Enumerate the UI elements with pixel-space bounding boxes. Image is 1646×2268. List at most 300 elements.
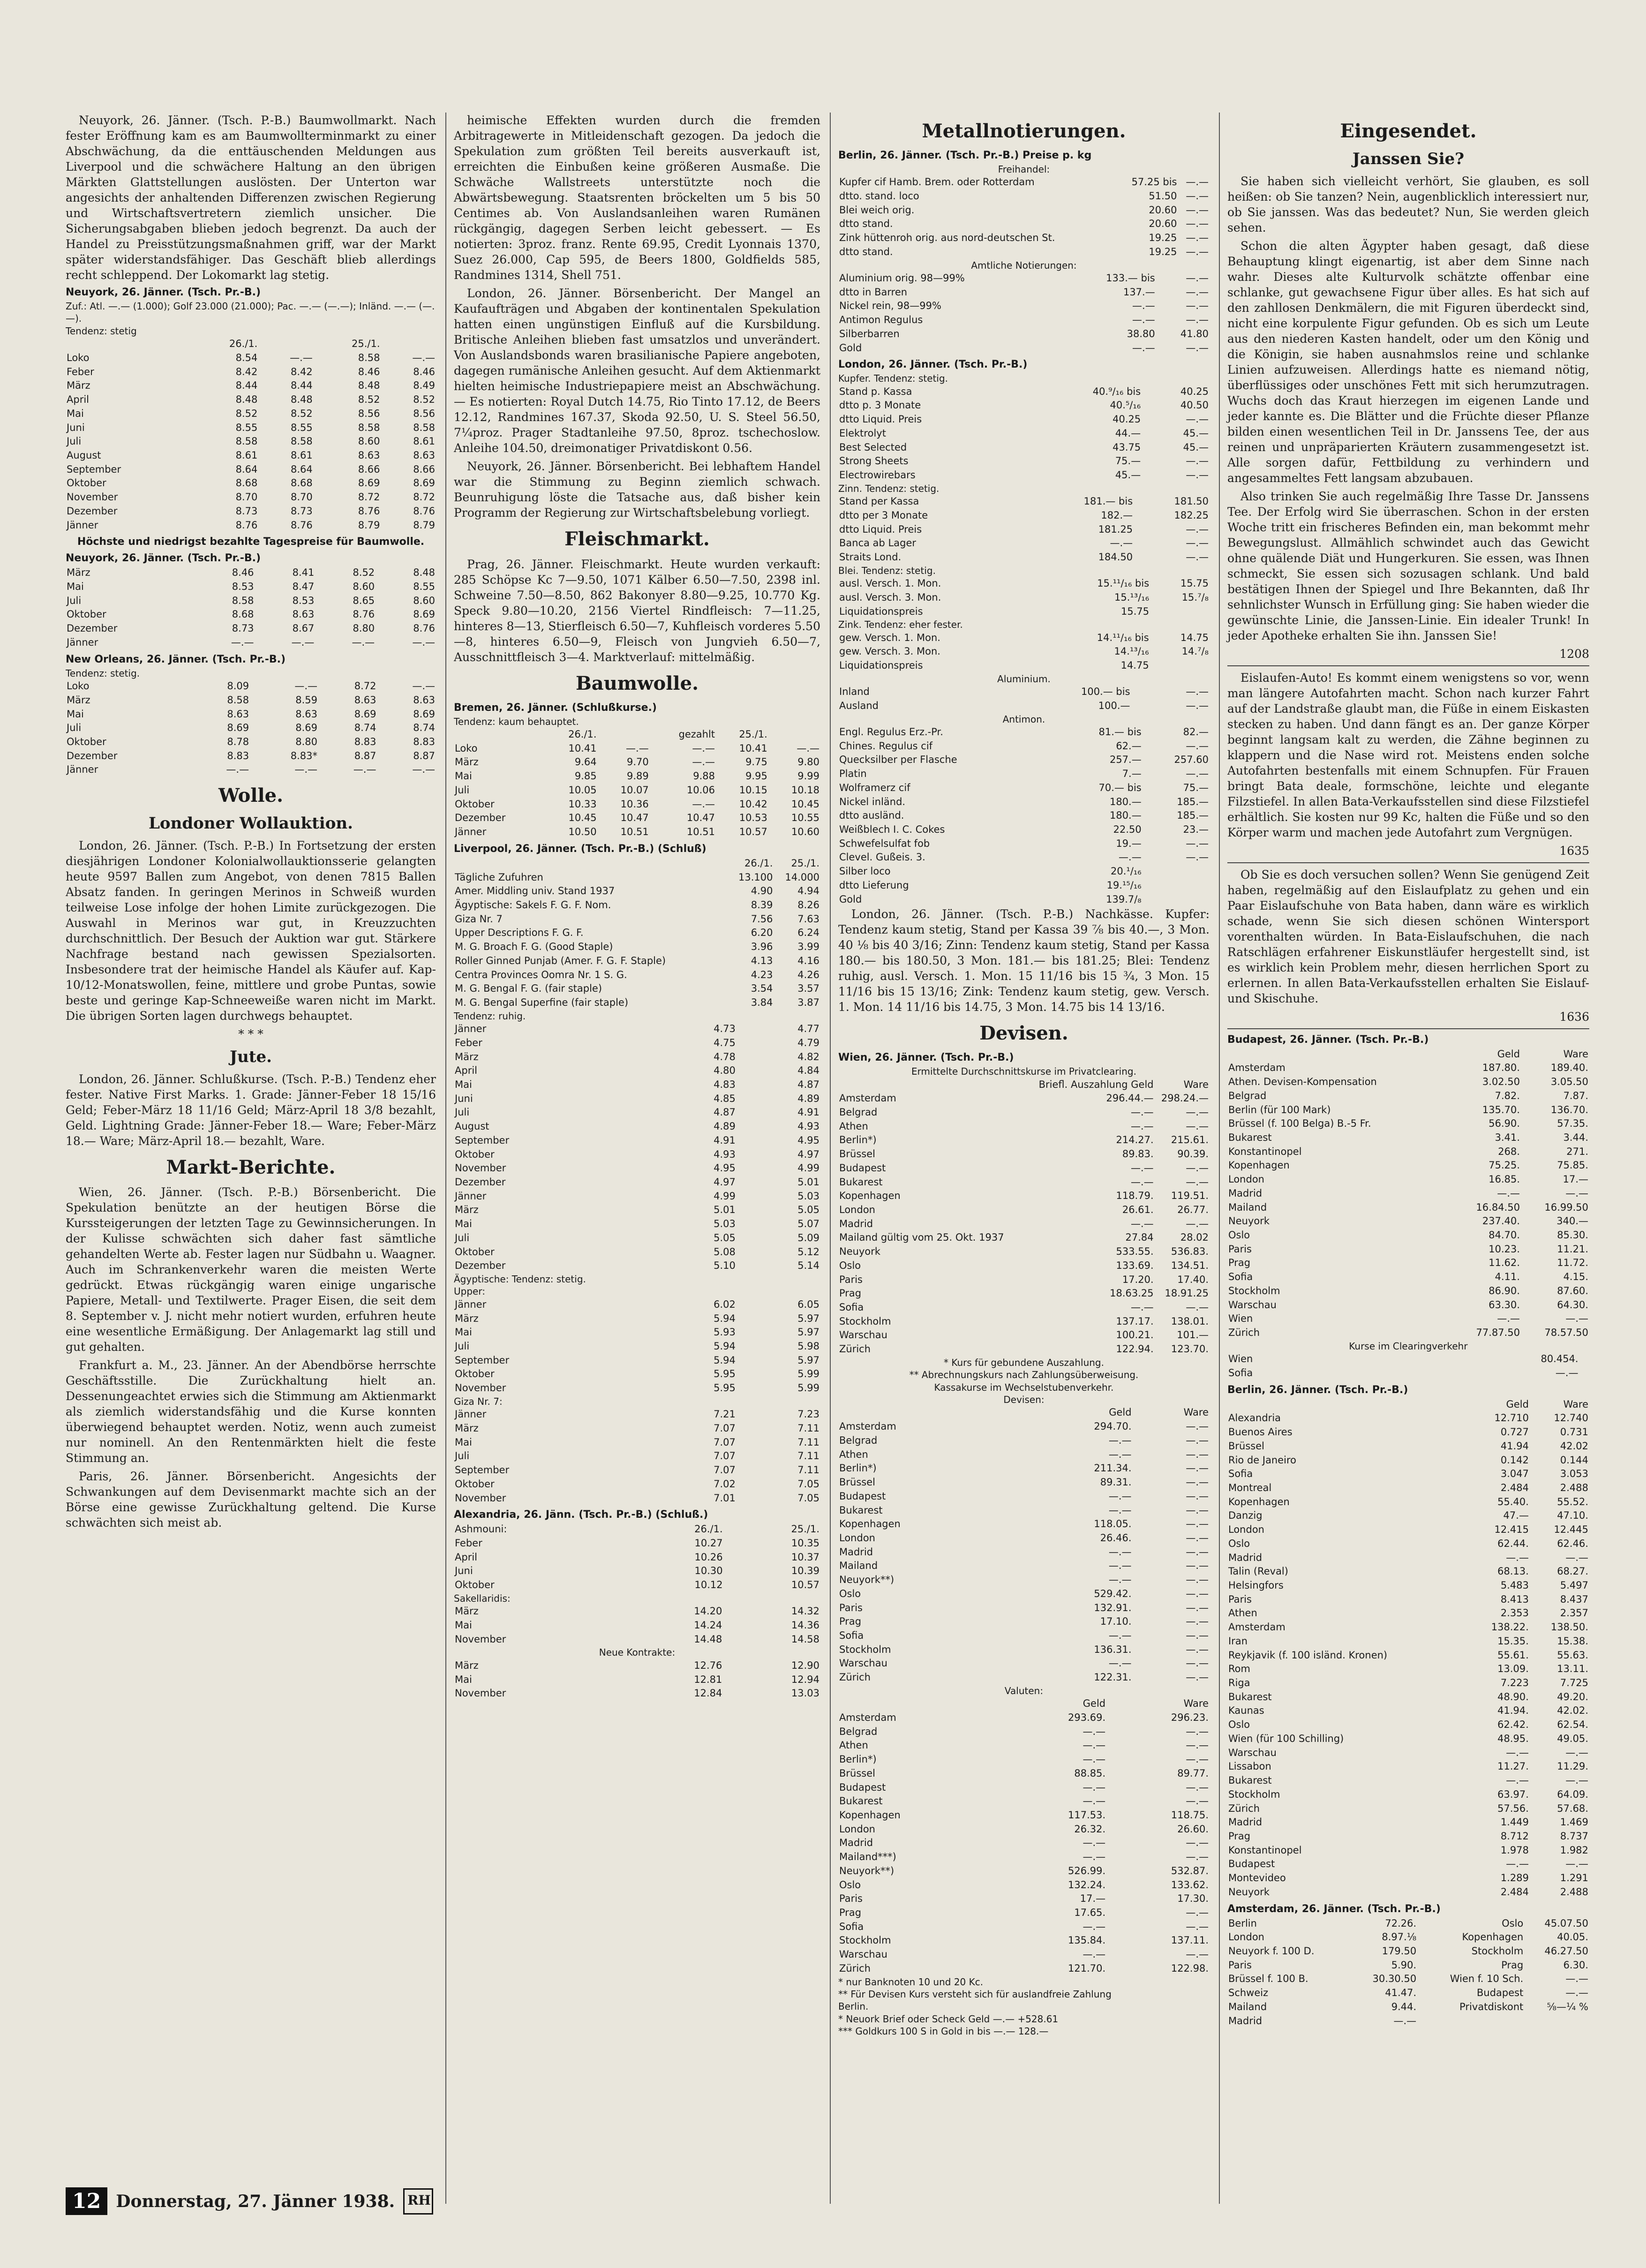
row-label: März (455, 1659, 479, 1671)
row-label: Wien (1228, 1313, 1253, 1325)
cell-value: —.— (1186, 1218, 1209, 1229)
cell-value: 10.12 (694, 1579, 723, 1591)
cell-value: 8.52 (413, 394, 435, 406)
cell-value: 529.42. (1094, 1588, 1132, 1599)
cell-value: Budapest (1477, 1987, 1524, 1999)
cell-value: 9.44. (1391, 2001, 1417, 2012)
table-row (838, 1120, 1210, 1134)
cell-value: 181.— bis (1083, 496, 1133, 507)
row-label: April (455, 1551, 477, 1563)
cell-value (1142, 879, 1210, 893)
table-row (838, 1906, 1210, 1920)
cell-value: 4.93 (797, 1121, 819, 1132)
table-row (454, 1175, 820, 1190)
table-row (1227, 1959, 1589, 1973)
cell-value: 4.15. (1563, 1271, 1588, 1283)
cell-value: 8.58 (227, 694, 249, 706)
table-header-row: Geld Ware (1497, 1048, 1588, 1060)
row-label: Juli (67, 436, 82, 447)
cell-value: 8.58 (235, 436, 258, 447)
cell-value: 0.144 (1560, 1454, 1588, 1466)
cell-value: 5.03 (714, 1218, 736, 1230)
table-row (838, 1934, 1210, 1948)
cell-value: 8.58 (358, 352, 380, 363)
cell-value: 8.74 (354, 722, 376, 734)
cell-value: 48.95. (1497, 1733, 1529, 1744)
cell-value: 4.99 (714, 1190, 736, 1202)
table-row (838, 341, 1210, 355)
cell-value: 1.469 (1560, 1816, 1588, 1828)
table-row (838, 1892, 1210, 1906)
row-label: Paris (839, 1893, 863, 1905)
upper-table (454, 1298, 820, 1395)
cell-value: 77.87.50 (1476, 1327, 1520, 1339)
wolle-title: Wolle. (218, 784, 284, 807)
cell-value: 14.¹¹/₁₆ bis (1097, 632, 1149, 643)
cell-value: 10.45 (791, 798, 819, 810)
cell-value: 8.63 (295, 708, 317, 720)
antimon-table (838, 725, 1210, 906)
row-label: Belgrad (1228, 1090, 1267, 1101)
table-row (66, 393, 436, 407)
cell-value: 44.— (1115, 427, 1141, 439)
cell-value: 135.84. (1067, 1935, 1106, 1946)
cell-value: 40.50 (1180, 399, 1209, 411)
row-label: März (455, 1312, 479, 1324)
cell-value: 8.41 (292, 567, 315, 579)
table-row (838, 1245, 1210, 1259)
cell-value: —.— (1186, 232, 1209, 244)
row-label: Madrid (1228, 1816, 1263, 1828)
row-label: Oktober (455, 1148, 495, 1160)
row-label: Mailand (1228, 2001, 1267, 2012)
table-row (838, 1420, 1210, 1434)
cell-value: 4.97 (714, 1176, 736, 1188)
cell-value: —.— (412, 680, 435, 692)
table-row (838, 1490, 1210, 1504)
bremen-heading: Bremen, 26. Jänner. (Schlußkurse.) (454, 701, 657, 714)
row-label: Oktober (455, 1478, 495, 1490)
cell-value: 4.85 (714, 1093, 736, 1104)
row-label: Antimon Regulus (839, 314, 923, 326)
cell-value: 8.68 (291, 477, 313, 489)
alexandria-heading: Alexandria, 26. Jänn. (Tsch. Pr.-B.) (Schluß.) (454, 1509, 708, 1521)
cell-value: 211.34. (1094, 1462, 1132, 1474)
cell-value: 214.27. (1116, 1134, 1154, 1146)
cell-value: —.— (1186, 272, 1209, 284)
cell-value (1142, 893, 1210, 907)
cell-value: 28.02 (1180, 1232, 1209, 1243)
table-row (838, 1753, 1210, 1767)
cell-value: 84.70. (1488, 1229, 1520, 1241)
row-label: Schwefelsulfat fob (839, 837, 930, 849)
baumwolle-title: Baumwolle. (575, 672, 699, 694)
zinn-heading: Zinn. Tendenz: stetig. (838, 482, 939, 494)
row-label: gew. Versch. 1. Mon. (839, 632, 940, 643)
cell-value: 49.05. (1557, 1733, 1588, 1744)
row-label: Talin (Reval) (1228, 1566, 1288, 1577)
row-label: Mailand***) (839, 1851, 896, 1863)
cell-value: —.— (1186, 1518, 1209, 1530)
row-label: Kopenhagen (839, 1518, 901, 1530)
row-label: Dezember (67, 623, 118, 634)
row-label: Belgrad (839, 1434, 878, 1446)
cell-value: —.— (1082, 1781, 1106, 1793)
cell-value: 268. (1498, 1145, 1520, 1157)
table-row (1227, 1565, 1589, 1579)
table-row (454, 1312, 820, 1326)
cell-value: 62.— (1116, 740, 1142, 752)
row-label: Jänner (455, 1023, 487, 1035)
table-row (454, 798, 820, 812)
cell-value: 8.69 (413, 708, 435, 720)
cell-value: 340.— (1556, 1215, 1588, 1227)
table-row (838, 1545, 1210, 1560)
cell-value: 5.483 (1500, 1580, 1529, 1591)
row-label: Loko (67, 352, 90, 363)
cell-value: 8.64 (291, 463, 313, 475)
table-row (1227, 1131, 1589, 1145)
cell-value: 8.69 (354, 708, 376, 720)
table-row (454, 871, 820, 885)
cell-value (1417, 2014, 1524, 2028)
row-label: M. G. Bengal Superfine (fair staple) (455, 996, 629, 1008)
row-label: Prag (1228, 1257, 1251, 1269)
cell-value: —.— (797, 742, 819, 754)
article-neuyork-baumwolle: Neuyork, 26. Jänner. (Tsch. P.-B.) Baumwollmarkt. Nach fester Eröffnung kam es am Baumwollterminmarkt zu einer Abschwächung, da die enttäuschenden Meldungen aus Liverpool und die schwächere Haltung an den übrigen Märkten Glattstellungen auslösten. Der Unterton war angesichts der anhaltenden Differenzen zwischen Regierung und Wirtschaftsvertretern ziemlich unsicher. Die Sicherungsabgaben blieben jedoch begrenzt. Da auch der Handel zu Preisstützungsmaßnahmen griff, war der Markt später widerstandsfähiger. Das Geschäft blieb allerdings recht schleppend. Der Lokomarkt lag stetig. (66, 113, 436, 282)
row-label: September (455, 1464, 510, 1476)
row-label: Rom (1228, 1663, 1250, 1675)
ad-code-1: 1208 (1559, 647, 1589, 661)
row-label: Athen (839, 1740, 868, 1751)
table-row (454, 1422, 820, 1436)
neuyork-cotton-heading: Neuyork, 26. Jänner. (Tsch. Pr.-B.) (66, 286, 261, 298)
row-label: dtto Lieferung (839, 879, 909, 891)
ad-eislaufschuhe: Ob Sie es doch versuchen sollen? Wenn Sie genügend Zeit haben, regelmäßig auf den Eislaufplatz zu gehen und ein Paar Eislaufschuhe von Bata haben, dann wäre es wirklich schade, wenn Sie sich diesen schönen Wintersport vorenthalten würden. In Bata-Eislaufschuhen, die nach Ratschlägen erfahrener Eiskunstläufer hergestellt sind, ist es wirklich kein Problem mehr, diesen herrlichen Sport zu erlernen. In allen Bata-Verkaufsstellen erhalten Sie Eislauf- und Skischuhe. (1227, 867, 1589, 1005)
cell-value: 9.75 (745, 756, 767, 768)
cell-value: 5.08 (714, 1246, 736, 1258)
cell-value: —.— (1186, 176, 1209, 188)
cell-value: 62.42. (1497, 1719, 1529, 1731)
table-row (838, 1739, 1210, 1753)
row-label: Jänner (455, 1190, 487, 1202)
cell-value: 11.72. (1557, 1257, 1588, 1269)
row-label: Paris (1228, 1959, 1252, 1971)
cell-value: —.— (1186, 1602, 1209, 1613)
table-row (838, 725, 1210, 739)
cell-value: 16.85. (1488, 1174, 1520, 1185)
row-label: Giza Nr. 7 (455, 913, 503, 925)
cell-value: —.— (1186, 1462, 1209, 1474)
table-row (838, 605, 1210, 619)
table-row (838, 809, 1210, 823)
table-row (838, 1531, 1210, 1545)
row-label: Clevel. Gußeis. 3. (839, 851, 925, 863)
cell-value: 9.80 (797, 756, 819, 768)
cell-value: 8.56 (413, 407, 435, 419)
sakellaridis-heading: Sakellaridis: (454, 1592, 511, 1604)
table-row (66, 594, 436, 608)
row-label: September (67, 463, 121, 475)
table-row (838, 1259, 1210, 1273)
cell-value: —.— (353, 764, 376, 776)
cell-value: 4.79 (797, 1037, 819, 1048)
cell-value: 6.05 (797, 1298, 819, 1310)
cell-value: 121.70. (1067, 1962, 1106, 1974)
row-label: Juli (455, 1450, 470, 1462)
cell-value: 41.94 (1500, 1440, 1529, 1452)
row-label: Brüssel (f. 100 Belga) B.-5 Fr. (1228, 1118, 1371, 1130)
cell-value: 1.289 (1500, 1872, 1529, 1884)
table-row (838, 1504, 1210, 1518)
cell-value: 8.78 (227, 736, 249, 747)
cell-value: 0.731 (1560, 1426, 1588, 1438)
table-row (838, 1231, 1210, 1245)
cell-value: 4.87 (714, 1107, 736, 1118)
table-row (838, 536, 1210, 550)
cell-value: 182.— (1101, 509, 1133, 521)
neuyork2-heading: Neuyork, 26. Jänner. (Tsch. Pr.-B.) (66, 552, 261, 565)
cell-value: 55.63. (1557, 1649, 1588, 1661)
cell-value: 296.23. (1171, 1711, 1209, 1723)
cell-value: 14.58 (791, 1633, 819, 1645)
table-row (1227, 1366, 1589, 1380)
cell-value: —.— (1132, 300, 1155, 312)
cell-value: —.— (1186, 414, 1209, 425)
cell-value: 8.76 (413, 623, 435, 634)
cell-value: 8.63 (413, 449, 435, 461)
cell-value: 4.94 (797, 885, 819, 897)
cell-value: —.— (1565, 1973, 1588, 1985)
cell-value: 9.85 (574, 770, 597, 782)
row-label: Neuyork f. 100 D. (1228, 1945, 1315, 1957)
table-row (838, 1962, 1210, 1976)
row-label: Brüssel f. 100 B. (1228, 1973, 1308, 1985)
row-label: Paris (839, 1273, 863, 1285)
cell-value: 6.30. (1563, 1959, 1588, 1971)
cell-value: 10.05 (568, 784, 597, 796)
table-row (838, 327, 1210, 341)
cell-value (1150, 605, 1210, 619)
valuten-note-3: Berlin. (838, 2001, 869, 2012)
row-label: Silberbarren (839, 328, 900, 339)
cell-value: 8.46 (413, 366, 435, 377)
london-wolle-title: Londoner Wollauktion. (149, 814, 353, 833)
table-row (66, 721, 436, 735)
cell-value: —.— (1186, 314, 1209, 326)
divider (1227, 665, 1589, 666)
row-label: dtto p. 3 Monate (839, 399, 921, 411)
row-label: Berlin (1228, 1917, 1257, 1929)
cell-value: —.— (1506, 1858, 1529, 1870)
cell-value: 181.50 (1174, 496, 1209, 507)
cell-value: 19.25 (1149, 232, 1177, 244)
cell-value: 43.75 (1112, 441, 1141, 453)
cell-value: 10.42 (739, 798, 767, 810)
cell-value: —.— (1108, 1546, 1132, 1558)
table-row (454, 1298, 820, 1312)
cell-value: 18.63.25 (1110, 1288, 1154, 1299)
cell-value: 42.02. (1557, 1705, 1588, 1717)
table-row (838, 1643, 1210, 1657)
table-row (1227, 1830, 1589, 1844)
table-row (454, 884, 820, 898)
table-row (66, 351, 436, 365)
cell-value: 5.94 (714, 1312, 736, 1324)
cell-value: 5.05 (714, 1232, 736, 1243)
cell-value: —.— (1130, 1176, 1154, 1188)
valuten-note-4: * Neuork Brief oder Scheck Geld —.— +528.61 (838, 2013, 1059, 2025)
cell-value: 4.83 (714, 1078, 736, 1090)
cell-value: 122.98. (1171, 1962, 1209, 1974)
cell-value: 7.11 (797, 1436, 819, 1448)
cell-value: 4.11. (1495, 1271, 1520, 1283)
cell-value: 8.53 (232, 581, 254, 593)
row-label: Loko (67, 680, 90, 692)
table-row (1227, 1284, 1589, 1298)
row-label: Dezember (455, 1176, 506, 1188)
cell-value: 75.85. (1557, 1160, 1588, 1171)
table-row (838, 781, 1210, 795)
cell-value: 51.50 (1149, 190, 1177, 202)
cell-value: 19.¹⁵/₁₆ (1106, 879, 1142, 891)
cell-value: —.— (692, 756, 715, 768)
zinn-table (838, 495, 1210, 565)
table-row (454, 769, 820, 784)
table-row (838, 1092, 1210, 1106)
cell-value: —.— (1186, 1477, 1209, 1488)
cell-value: 8.44 (291, 380, 313, 392)
cell-value: 100.— (1098, 700, 1130, 711)
table-row (838, 659, 1210, 673)
cell-value: 3.053 (1560, 1468, 1588, 1480)
row-label: Wien (für 100 Schilling) (1228, 1733, 1344, 1744)
table-row (1227, 1917, 1589, 1931)
cell-value: 1.978 (1500, 1844, 1529, 1856)
row-label: März (67, 694, 90, 706)
table-row (66, 636, 436, 650)
cell-value: 6.20 (751, 927, 773, 939)
table-row (454, 1326, 820, 1340)
row-label: Kopenhagen (839, 1809, 901, 1821)
cell-value: 117.53. (1067, 1809, 1106, 1821)
table-row (838, 631, 1210, 645)
cell-value: 5.01 (797, 1176, 819, 1188)
row-label: dtto stand. (839, 218, 893, 230)
cell-value: 4.91 (797, 1107, 819, 1118)
cell-value: 8.72 (354, 680, 376, 692)
cell-value: 7.63 (797, 913, 819, 925)
table-row (1227, 1718, 1589, 1732)
row-label: März (455, 756, 479, 768)
row-label: Paris (1228, 1593, 1252, 1605)
cell-value: 132.24. (1067, 1879, 1106, 1891)
row-label: August (455, 1121, 489, 1132)
cell-value: 5.99 (797, 1368, 819, 1380)
row-label: Blei weich orig. (839, 204, 915, 216)
row-label: Athen (839, 1120, 868, 1132)
table-row (1227, 1159, 1589, 1173)
clearing-heading: Kurse im Clearingverkehr (1349, 1340, 1468, 1352)
row-label: Schweiz (1228, 1987, 1269, 1999)
table-row (454, 1231, 820, 1245)
cell-value: 118.05. (1094, 1518, 1132, 1530)
table-row (454, 1673, 820, 1687)
cell-value: 89.83. (1122, 1148, 1154, 1160)
cell-value: 10.57 (791, 1579, 819, 1591)
cell-value: 75.25. (1488, 1160, 1520, 1171)
cell-value: 70.— bis (1098, 782, 1142, 793)
cell-value: 89.77. (1177, 1767, 1209, 1779)
table-row (1227, 1228, 1589, 1243)
cell-value: 5.09 (797, 1232, 819, 1243)
ad-code-2: 1635 (1559, 844, 1589, 858)
table-row (838, 1462, 1210, 1476)
row-label: gew. Versch. 3. Mon. (839, 646, 940, 657)
cell-value: 133.69. (1116, 1259, 1154, 1271)
cell-value: —.— (1565, 1858, 1588, 1870)
cell-value: 8.67 (292, 623, 315, 634)
cell-value: —.— (1186, 469, 1209, 481)
ad-janssen-2: Schon die alten Ägypter haben gesagt, daß diese Behauptung klingt eigenartig, ist aber dem Sinne nach wahr. Dieses alte Kulturvolk schätzte offenbar eine schlanke, gut gewachsene Figur über alles. Es hat sich auf den zahllosen Denkmälern, die mit Figuren überdeckt sind, nicht eine korpulente Figur gefunden. Ob es sich um Leute aus den niederen Kasten handelt, oder um den König und die Königin, sie haben ausnahmslos reine und schlanke Linien aufzuweisen. Allerdings hatte es niemand nötig, überflüssiges oder unschönes Fett mit sich herumzutragen. Wuchs doch das Kraut hierzegen im eigenen Lande und jeder kannte es. Die Blätter und die Früchte dieser Pflanze bilden einen wesentlichen Teil in Dr. Janssens Tee, der aus reinen und unpräparierten Kräutern zusammengesetzt ist. Alle sorgen dafür, Fettbildung zu verhindern und angesammeltes Fett langsam abzubauen. (1227, 239, 1589, 485)
table-row (838, 645, 1210, 659)
table-row (66, 679, 436, 693)
cell-value: —.— (1186, 1448, 1209, 1460)
cell-value: —.— (1082, 1795, 1106, 1807)
cell-value: 40.⁹/₁₆ bis (1092, 385, 1141, 397)
cell-value: —.— (1186, 1851, 1209, 1863)
table-row (66, 435, 436, 449)
table-row (454, 1161, 820, 1175)
cell-value: —.— (1506, 1747, 1529, 1758)
cell-value: 82.— (1183, 726, 1209, 738)
cell-value: 8.59 (295, 694, 317, 706)
cell-value (1524, 2014, 1589, 2028)
cell-value: 8.46 (358, 366, 380, 377)
cell-value: —.— (1186, 1532, 1209, 1544)
row-label: Lissabon (1228, 1761, 1271, 1772)
table-row (1227, 1972, 1589, 1986)
cell-value: 78.57.50 (1544, 1327, 1588, 1339)
cell-value: —.— (1186, 1421, 1209, 1432)
table-row (838, 550, 1210, 565)
cell-value: 180.— (1109, 810, 1142, 821)
cell-value: 30.30.50 (1372, 1973, 1417, 1985)
row-label: Elektrolyt (839, 427, 886, 439)
cell-value: 17.40. (1177, 1273, 1209, 1285)
table-row (1227, 1746, 1589, 1760)
row-label: Zürich (839, 1672, 871, 1683)
table-row (454, 1134, 820, 1148)
row-label: Warschau (839, 1949, 887, 1960)
cell-value: 100.— bis (1081, 686, 1130, 698)
table-row (838, 399, 1210, 413)
row-label: Madrid (1228, 1187, 1263, 1199)
table-row (838, 1725, 1210, 1739)
row-label: Prag (839, 1288, 862, 1299)
london-metal-heading: London, 26. Jänner. (Tsch. Pr.-B.) (838, 359, 1028, 371)
cell-value: 26.77. (1177, 1204, 1209, 1216)
table-row (1227, 1885, 1589, 1899)
cell-value: 4.75 (714, 1037, 736, 1048)
cell-value: 3.44. (1563, 1132, 1588, 1144)
row-label: Mai (455, 1078, 472, 1090)
row-label: Alexandria (1228, 1412, 1281, 1424)
cell-value: 8.73 (232, 623, 254, 634)
cell-value: 10.51 (686, 826, 715, 838)
table-row (1227, 1606, 1589, 1620)
cell-value: 12.710 (1494, 1412, 1529, 1424)
